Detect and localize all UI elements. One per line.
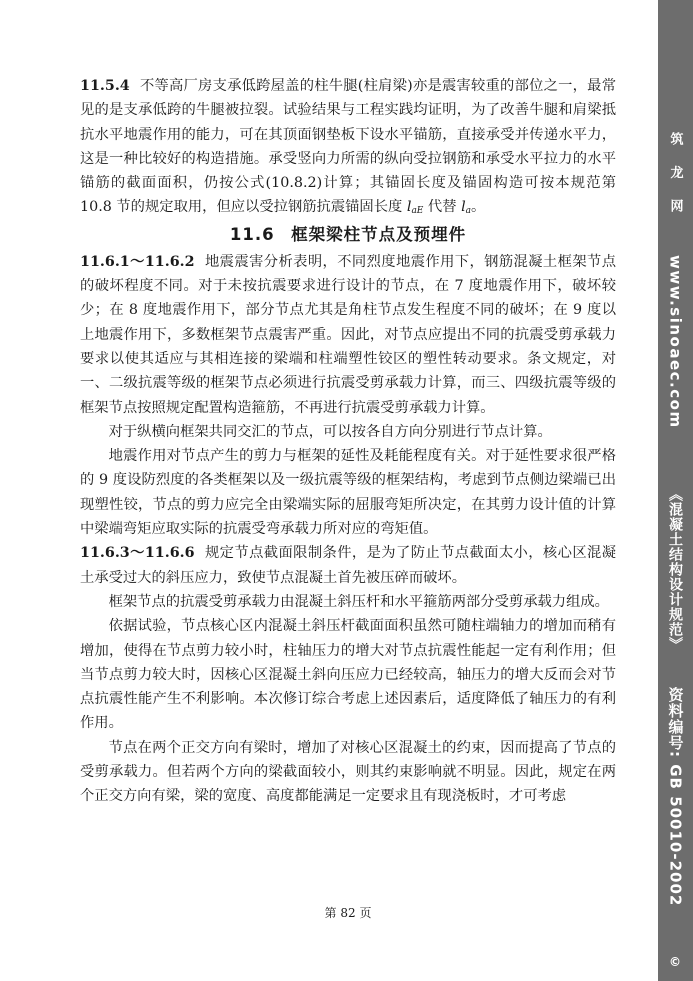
side-doc-code: 资料编号: GB 50010-2002 [666, 687, 685, 907]
symbol-l-a: $l_a$ [461, 199, 472, 217]
clause-number: 11.6.1～11.6.2 [80, 253, 195, 270]
section-title-text: 框架梁柱节点及预埋件 [291, 224, 467, 244]
page-number: 第 82 页 [324, 906, 372, 920]
paragraph-text: 规定节点截面限制条件，是为了防止节点截面太小，核心区混凝土承受过大的斜压应力，致使节点混凝土首先被压碎而破坏。 [80, 545, 617, 586]
section-title [80, 223, 616, 247]
paragraph-text: 地震震害分析表明，不同烈度地震作用下，钢筋混凝土框架节点的破坏程度不同。对于未按抗震要求进行设计的节点，在 7 度地震作用下，破坏较少；在 8 度地震作用下，部分节点尤其是角柱节点发生程度不同的破坏；在 9 度以上地震作用下，多数框架节点震害严重。因此，对节点应提出不同的抗震受剪承载力要求以使其适应与其相连接的梁端和柱端塑性铰区的塑性转动要求。条文规定，对一、二级抗震等级的框架节点必须进行抗震受剪承载力计算，而三、四级抗震等级的框架节点按照规定配置构造箍筋，不再进行抗震受剪承载力计算。 [80, 253, 617, 416]
paragraph-joint-shear: 地震作用对节点产生的剪力与框架的延性及耗能程度有关。对于延性要求很严格的 9 度设防烈度的各类框架以及一级抗震等级的框架结构，考虑到节点侧边梁端已出现塑性铰，节点的剪力应完全由梁端实际的屈服弯矩所决定，在其剪力设计值的计算中梁端弯矩应取实际的抗震受弯承载力所对应的弯矩值。 [80, 448, 616, 538]
paragraph-test-results: 依据试验，节点核心区内混凝土斜压杆截面面积虽然可随柱端轴力的增加而稍有增加，使得在节点剪力较小时，柱轴压力的增大对节点抗震性能起一定有利作用；但当节点剪力较大时，因核心区混凝土斜向压应力已经较高，轴压力的增大反而会对节点抗震性能产生不利影响。本次修订综合考虑上述因素后，适度降低了轴压力的有利作用。 [80, 618, 616, 732]
side-url[interactable]: www.sinoaec.com [666, 255, 685, 429]
clause-number: 11.5.4 [80, 78, 130, 94]
paragraph-text: 代替 [423, 199, 462, 216]
symbol-l-ae: $l_{aE}$ [406, 199, 424, 217]
paragraph-11-5-4 [80, 74, 616, 220]
section-number: 11.6 [229, 224, 275, 244]
paragraph-11-6-1 [80, 250, 616, 420]
paragraph-11-6-3 [80, 541, 616, 590]
paragraph-joint-direction: 对于纵横向框架共同交汇的节点，可以按各自方向分别进行节点计算。 [108, 423, 552, 440]
page-content [80, 74, 616, 809]
side-book-title: 《混凝土结构设计规范》 [667, 487, 683, 652]
paragraph-text: 不等高厂房支承低跨屋盖的柱牛腿(柱肩梁)亦是震害较重的部位之一，最常见的是支承低跨的牛腿被拉裂。试验结果与工程实践均证明，为了改善牛腿和肩梁抵抗水平地震作用的能力，可在其顶面钢垫板下设水平锚筋，直接承受并传递水平力，这是一种比较好的构造措施。承受竖向力所需的纵向受拉钢筋和承受水平拉力的水平锚筋的截面面积，仍按公式(10.8.2)计算；其锚固长度及锚固构造可按本规范第 10.8 节的规定取用，但应以受拉钢筋抗震锚固长度 [80, 78, 616, 216]
paragraph-orthogonal-beams: 节点在两个正交方向有梁时，增加了对核心区混凝土的约束，因而提高了节点的受剪承载力。但若两个方向的梁截面较小，则其约束影响就不明显。因此，规定在两个正交方向有梁，梁的宽度、高度都能满足一定要求且有现浇板时，才可考虑 [80, 739, 616, 805]
paragraph-text: 。 [471, 199, 486, 216]
side-site-name: 筑 龙 网 [667, 132, 683, 221]
paragraph-capacity: 框架节点的抗震受剪承载力由混凝土斜压杆和水平箍筋两部分受剪承载力组成。 [108, 593, 609, 610]
clause-number: 11.6.3～11.6.6 [80, 545, 195, 562]
side-copyright: © [668, 955, 682, 969]
